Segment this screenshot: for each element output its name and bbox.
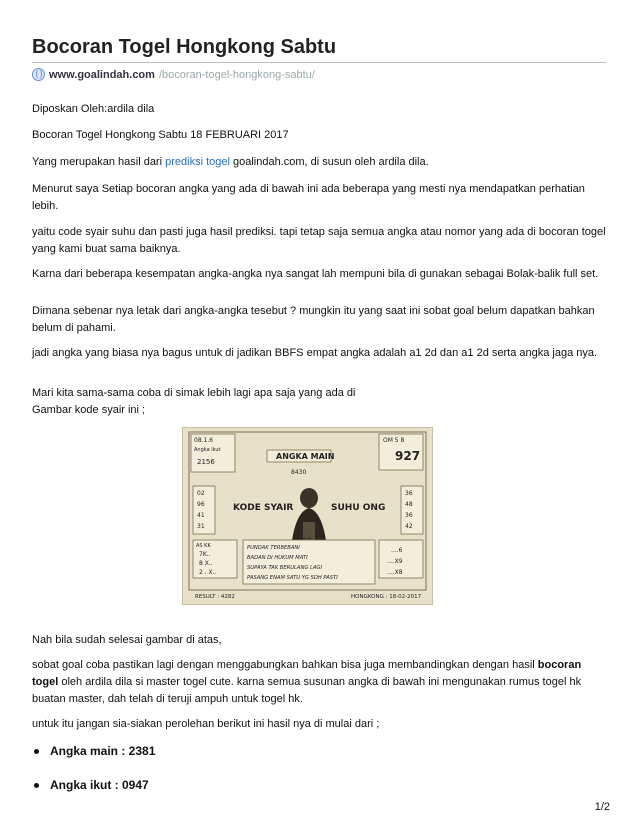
paragraph-8: jadi angka yang biasa nya bagus untuk di jadikan BBFS empat angka adalah a1 2d dan a1 2d serta angka jaga nya. xyxy=(32,347,598,359)
author-line: Diposkan Oleh:ardila dila xyxy=(32,103,155,115)
page-title: Bocoran Togel Hongkong Sabtu xyxy=(32,36,337,58)
angka-ikut-value: 2156 xyxy=(197,458,215,466)
paragraph-11: sobat goal coba pastikan lagi dengan menggabungkan bahkan bisa juga membandingkan dengan hasil bocoran togel oleh ardila dila si master togel cute. karna semua susunan angka di bawah ini mengunakan rumus togel hk buatan master, dah telah di teruji ampuh untuk togel hk. xyxy=(32,659,582,705)
paragraph-9: Mari kita sama-sama coba di simak lebih lagi apa saja yang ada di Gambar kode syair ini ; xyxy=(32,387,356,416)
kode-syair-caption: KODE SYAIR xyxy=(233,503,294,513)
prediksi-togel-link[interactable]: prediksi togel xyxy=(165,156,230,168)
globe-icon xyxy=(32,68,45,81)
poem-line-2: BADAN DI HUKUM MATI xyxy=(247,555,308,561)
result-list xyxy=(32,744,155,812)
right-number-3: 36 xyxy=(405,512,413,519)
date-top-left: 08.1.6 xyxy=(194,437,214,444)
paragraph-10: Nah bila sudah selesai gambar di atas, xyxy=(32,634,222,646)
source-url[interactable] xyxy=(32,68,315,81)
poem-line-1: PUNDAK TERBEBANI xyxy=(247,545,300,551)
left-number-1: 02 xyxy=(197,490,205,497)
angka-ikut-label: Angka ikut xyxy=(194,447,221,453)
source-path[interactable]: /bocoran-togel-hongkong-sabtu/ xyxy=(158,68,315,81)
paragraph-12: untuk itu jangan sia-siakan perolehan berikut ini hasil nya di mulai dari ; xyxy=(32,718,380,730)
subtitle-line: Bocoran Togel Hongkong Sabtu 18 FEBRUARI 2017 xyxy=(32,129,289,141)
title-divider xyxy=(32,62,606,63)
right-number-1: 36 xyxy=(405,490,413,497)
hongkong-date: HONGKONG : 18-02-2017 xyxy=(351,594,422,600)
logo-927: 927 xyxy=(395,449,421,463)
result-text: RESULT : 4282 xyxy=(195,594,235,600)
list-item: Angka main : 2381 xyxy=(32,744,155,778)
list-item: Angka ikut : 0947 xyxy=(32,778,155,812)
right-number-2: 48 xyxy=(405,501,413,508)
left-note-3: 2 . X.. xyxy=(199,569,217,576)
source-domain[interactable]: www.goalindah.com xyxy=(49,68,155,81)
as-kk-label: AS KK xyxy=(196,543,211,549)
right-number-4: 42 xyxy=(405,523,413,530)
paragraph-4: Menurut saya Setiap bocoran angka yang ada di bawah ini ada beberapa yang mesti nya mendapatkan perhatian lebih. xyxy=(32,183,585,212)
right-note-3: ....X8 xyxy=(387,569,403,576)
right-note-1: ....6 xyxy=(391,547,403,554)
kode-syair-image xyxy=(182,427,433,605)
paragraph-7: Dimana sebenar nya letak dari angka-angka tesebut ? mungkin itu yang saat ini sobat goal belum dapatkan bahkan belum di pahami. xyxy=(32,305,595,334)
right-note-2: ....X9 xyxy=(387,558,403,565)
intro-paragraph: Yang merupakan hasil dari prediksi togel goalindah.com, di susun oleh ardila dila. xyxy=(32,156,429,168)
angka-main-label: ANGKA MAIN xyxy=(276,452,335,461)
paragraph-5: yaitu code syair suhu dan pasti juga hasil prediksi. tapi tetap saja semua angka atau nomor yang ada di bocoran togel yang kami buat sama baiknya. xyxy=(32,226,606,255)
bocoran-togel-bold: bocoran togel xyxy=(32,659,582,688)
left-note-2: 8 X.. xyxy=(199,560,213,567)
left-number-2: 96 xyxy=(197,501,205,508)
left-number-4: 31 xyxy=(197,523,205,530)
paragraph-6: Karna dari beberapa kesempatan angka-angka nya sangat lah mempuni bila di gunakan sebagai Bolak-balik full set. xyxy=(32,268,599,280)
left-note-1: 7K.. xyxy=(199,551,211,558)
poem-line-3: SUPAYA TAK BERULANG LAGI xyxy=(247,565,322,571)
left-number-3: 41 xyxy=(197,512,205,519)
angka-main-value: 8430 xyxy=(291,469,307,476)
poem-line-4: PASANG ENAM SATU YG SDH PASTI xyxy=(247,575,338,581)
page-number: 1/2 xyxy=(594,801,610,813)
top-right-code: OM 5 8 xyxy=(383,437,405,444)
suhu-ong-caption: SUHU ONG xyxy=(331,503,386,513)
